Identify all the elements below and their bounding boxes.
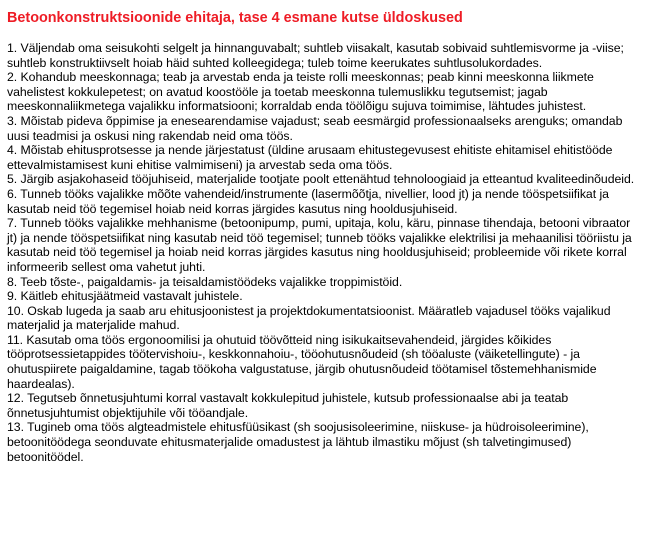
document — [7, 0, 643, 464]
list-item: 9. Käitleb ehitusjäätmeid vastavalt juhistele. — [7, 289, 243, 304]
list-item: 5. Järgib asjakohaseid tööjuhiseid, materjalide tootjate poolt ettenähtud tehnoloogiaid ja etteantud kvaliteedinõudeid. — [7, 172, 635, 187]
list-item: 13. Tugineb oma töös algteadmistele ehitusfüüsikast (sh soojusisoleerimine, niiskuse- ja hüdroisoleerimine), betoonitöödega seonduvate ehitusmaterjalide omadustest ja lähtub ilmastiku mõjust (sh talvetingimused) betoonitöödel. — [7, 420, 589, 464]
list-item: 3. Mõistab pideva õppimise ja enesearendamise vajadust; seab eesmärgid professionaalseks arenguks; omandab uusi teadmisi ja oskusi ning rakendab neid oma töös. — [7, 113, 623, 143]
list-item: 6. Tunneb tööks vajalikke mõõte vahendeid/instrumente (lasermõõtja, nivellier, lood jt) ja nende tööspetsiifikat ja kasutab neid töö tegemisel hoiab neid korras järgides kasutus ning hooldusjuhiseid. — [7, 186, 609, 216]
list-item: 1. Väljendab oma seisukohti selgelt ja hinnanguvabalt; suhtleb viisakalt, kasutab sobivaid suhtlemisvorme ja -viise; suhtleb konstruktiivselt hoiab häid suhted kolleegidega; tuleb toime keerukates suhtlusolukordades. — [7, 41, 624, 70]
document-title: Betoonkonstruktsioonide ehitaja, tase 4 esmane kutse üldoskused — [7, 10, 463, 26]
list-item: 2. Kohandub meeskonnaga; teab ja arvestab enda ja teiste rolli meeskonnas; peab kinni meeskonna liikmete vahelistest kokkulepetest; on avatud koostööle ja toetab meeskonna tulemuslikku tegutsemist; jagab meeskonnaliikmetega vajalikku informatsiooni; korraldab enda töölõigu sujuva toimimise, lähtudes juhistest. — [7, 70, 594, 114]
list-item: 11. Kasutab oma töös ergonoomilisi ja ohutuid töövõtteid ning isikukaitsevahendeid, järgides kõikides tööprotsessietappides töötervishoiu-, keskkonnahoiu-, tööohutusnõudeid (sh tööaluste (väiketellingute) - ja ohutuspiirete paigaldamine, tagab töökoha valgustatuse, järgib ohutusnõudeid töötamisel tõstemehhanismide haardealas). — [7, 332, 597, 391]
list-item: 12. Tegutseb õnnetusjuhtumi korral vastavalt kokkulepitud juhistele, kutsub professionaalse abi ja teatab õnnetusjuhtumist objektijuhile või tööandjale. — [7, 391, 569, 420]
list-item: 4. Mõistab ehitusprotsesse ja nende järjestatust (üldine arusaam ehitustegevusest ehitiste ehitamisel ehitistööde ettevalmistamisest kuni ehitise valmimiseni) ja arvestab seda oma töös. — [7, 143, 613, 172]
list-item: 8. Teeb tõste-, paigaldamis- ja teisaldamistöödeks vajalikke troppimistöid. — [7, 274, 403, 289]
skills-list — [7, 41, 643, 464]
list-item: 7. Tunneb tööks vajalikke mehhanisme (betoonipump, pumi, upitaja, kolu, käru, pinnase tihendaja, betooni vibraator jt) ja nende tööspetsiifikat ning kasutab neid töö tegemisel; tunneb tööks vajalikke elektrilisi ja mehaanilisi tööriistu ja kasutab neid töö tegemisel ja hoiab neid korras järgides kasutus ning hooldusjuhiseid; probleemide või rikete korral informeerib sellest oma vahetut juhti. — [7, 216, 632, 274]
list-item: 10. Oskab lugeda ja saab aru ehitusjoonistest ja projektdokumentatsioonist. Määratleb vajadusel tööks vajalikud materjalid ja materjalide mahud. — [7, 303, 611, 333]
